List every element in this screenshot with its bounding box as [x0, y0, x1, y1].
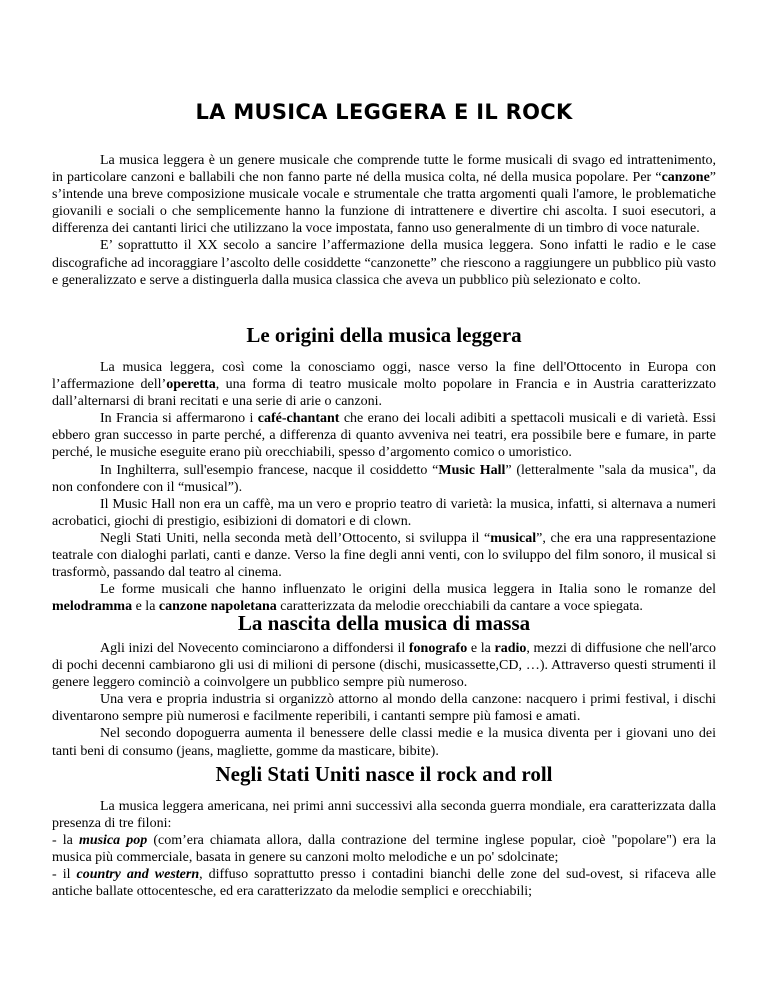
- bold-italic-term: musica pop: [78, 833, 148, 849]
- section-heading: Negli Stati Uniti nasce il rock and roll: [215, 762, 553, 786]
- paragraph: Agli inizi del Novecento cominciarono a diffondersi il fonografo e la radio, mezzi di diffusione che nell'arco di pochi decenni cambiarono gli usi di milioni di persone (dischi, musicassette,CD, …). Attraverso questi strumenti il genere leggero cominciò a coinvolgere un pubblico sempre più numeroso.: [52, 641, 716, 691]
- list-item: - il country and western, diffuso soprattutto presso i contadini bianchi delle zone del sud-ovest, si rifaceva alle antiche ballate ottocentesche, ed era caratterizzato da melodie semplici e orecchiabili;: [52, 867, 716, 900]
- section-heading: Le origini della musica leggera: [246, 323, 522, 347]
- paragraph: Negli Stati Uniti, nella seconda metà dell’Ottocento, si sviluppa il “musical”, che era una rappresentazione teatrale con dialoghi parlati, canti e danze. Verso la fine degli anni venti, con lo sviluppo del film sonoro, il musical si trasformò, passando dal teatro al cinema.: [52, 530, 716, 581]
- paragraph: Una vera e propria industria si organizzò attorno al mondo della canzone: nacquero i primi festival, i dischi diventarono sempre più numerosi e facilmente reperibili, i cantanti sempre più famosi e amati.: [52, 692, 716, 725]
- bold-term: musical: [490, 530, 537, 546]
- bold-term: fonografo: [408, 641, 468, 656]
- bold-term: operetta: [166, 377, 216, 393]
- bold-italic-term: country and western: [76, 867, 200, 883]
- page-title: LA MUSICA LEGGERA E IL ROCK: [195, 100, 573, 124]
- paragraph: In Inghilterra, sull'esempio francese, nacque il cosiddetto “Music Hall” (letteralmente "sala da musica", da non confondere con il “musical”).: [52, 462, 716, 495]
- bold-term: canzone napoletana: [158, 599, 277, 615]
- bold-term: melodramma: [52, 599, 133, 615]
- bold-term: radio: [494, 641, 527, 656]
- section-heading: La nascita della musica di massa: [237, 611, 531, 635]
- bold-term: Music Hall: [438, 462, 506, 478]
- paragraph: Le forme musicali che hanno influenzato le origini della musica leggera in Italia sono le romanze del melodramma e la canzone napoletana caratterizzata da melodie orecchiabili da cantare a voce spiegata.: [52, 582, 716, 615]
- origini-section: [52, 359, 716, 615]
- paragraph: Nel secondo dopoguerra aumenta il benessere delle classi medie e la musica diventa per i giovani uno dei tanti beni di consumo (jeans, magliette, gomme da masticare, bibite).: [52, 726, 716, 759]
- paragraph: E’ soprattutto il XX secolo a sancire l’affermazione della musica leggera. Sono infatti le radio e le case discografiche ad incoraggiare l’ascolto delle cosiddette “canzonette” che riescono a raggiungere un pubblico più vasto e generalizzato e serve a distinguerla dalla musica classica che aveva un pubblico più selezionato e colto.: [52, 238, 716, 288]
- bold-term: café-chantant: [257, 411, 340, 427]
- rock-section: [52, 798, 716, 901]
- paragraph: Il Music Hall non era un caffè, ma un vero e proprio teatro di varietà: la musica, infatti, si alternava a numeri acrobatici, giochi di prestigio, esibizioni di domatori e di clown.: [52, 496, 716, 529]
- list-item: - la musica pop (com’era chiamata allora, dalla contrazione del termine inglese popular, cioè "popolare") era la musica più commerciale, basata in genere su canzoni molto melodiche e un po' sdolcinate;: [52, 833, 716, 866]
- paragraph: La musica leggera, così come la conosciamo oggi, nasce verso la fine dell'Ottocento in Europa con l’affermazione dell’operetta, una forma di teatro musicale molto popolare in Francia e in Austria caratterizzato dall’alternarsi di brani recitati e una serie di arie o canzoni.: [52, 360, 716, 410]
- bold-term: canzone: [661, 170, 710, 186]
- massa-section: [52, 640, 716, 760]
- paragraph: In Francia si affermarono i café-chantant che erano dei locali adibiti a spettacoli musicali e di varietà. Essi ebbero gran successo in parte perché, a differenza di quanto avveniva nei teatri, era possibile bere e fumare, in parte perché, le musiche eseguite erano più orecchiabili, spesso d’argomento comico o umoristico.: [52, 411, 717, 461]
- intro-section: [52, 152, 716, 289]
- paragraph: La musica leggera è un genere musicale che comprende tutte le forme musicali di svago ed intrattenimento, in particolare canzoni e ballabili che non fanno parte né della musica colta, né della musica popolare. Per “canzone” s’intende una breve composizione musicale vocale e strumentale che tratta argomenti quali l'amore, le problematiche giovanili e sociali o che semplicemente hanno la funzione di intrattenere e divertire chi ascolta. I suoi esecutori, a differenza dei cantanti lirici che utilizzano la voce impostata, fanno uso generalmente di un timbro di voce naturale.: [52, 153, 716, 237]
- paragraph: La musica leggera americana, nei primi anni successivi alla seconda guerra mondiale, era caratterizzata dalla presenza di tre filoni:: [52, 799, 716, 832]
